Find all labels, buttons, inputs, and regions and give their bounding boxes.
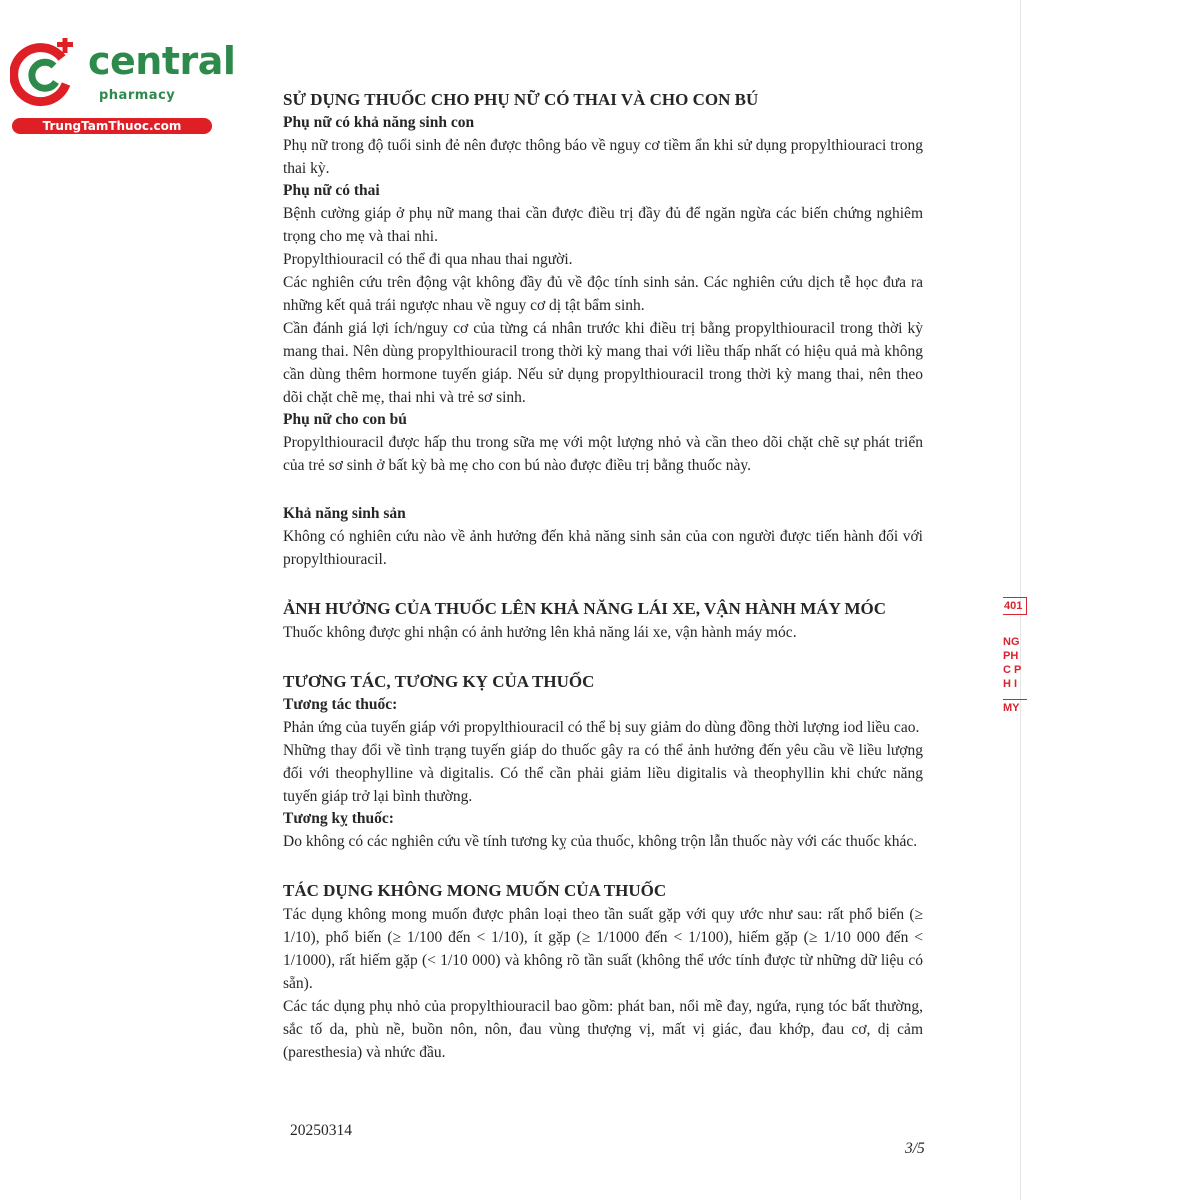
paragraph-pregnant-4: Cần đánh giá lợi ích/nguy cơ của từng cá nhân trước khi điều trị bằng propylthiouracil trong thời kỳ mang thai. Nên dùng propylthiouracil trong thời kỳ mang thai với liều thấp nhất có hiệu quả mà không cần dùng thêm hormone tuyến giáp. Nếu sử dụng propylthiouracil trong thời kỳ mang thai, nên theo dõi chặt chẽ mẹ, thai nhi và trẻ sơ sinh. bbox=[283, 320, 923, 406]
stamp-line: C P bbox=[1003, 664, 1022, 676]
subheading-fertility: Khả năng sinh sản bbox=[283, 505, 406, 522]
logo-mark-icon bbox=[10, 38, 80, 108]
heading-adverse-effects: TÁC DỤNG KHÔNG MONG MUỐN CỦA THUỐC bbox=[283, 881, 667, 900]
heading-pregnancy: SỬ DỤNG THUỐC CHO PHỤ NỮ CÓ THAI VÀ CHO CON BÚ bbox=[283, 90, 759, 109]
paragraph-pregnant-1: Bệnh cường giáp ở phụ nữ mang thai cần được điều trị đầy đủ để ngăn ngừa các biến chứng nghiêm trọng cho mẹ và thai nhi. bbox=[283, 205, 923, 245]
paragraph-fertile-women: Phụ nữ trong độ tuổi sinh đẻ nên được thông báo về nguy cơ tiềm ẩn khi sử dụng propylthiouraci trong thai kỳ. bbox=[283, 137, 923, 177]
heading-driving: ẢNH HƯỞNG CỦA THUỐC LÊN KHẢ NĂNG LÁI XE, VẬN HÀNH MÁY MÓC bbox=[283, 599, 887, 618]
paragraph-interactions-2: Những thay đổi về tình trạng tuyến giáp do thuốc gây ra có thể ảnh hưởng đến yêu cầu về liều lượng đối với theophylline và digitalis. Có thể cần phải giảm liều digitalis và theophyllin khi chức năng tuyến giáp trở lại bình thường. bbox=[283, 742, 923, 805]
page-number: 3/5 bbox=[905, 1140, 925, 1157]
stamp-line: PH bbox=[1003, 650, 1019, 662]
stamp-line: H I bbox=[1003, 678, 1018, 690]
logo-subtitle: pharmacy bbox=[99, 88, 176, 103]
subheading-fertile-women: Phụ nữ có khả năng sinh con bbox=[283, 114, 475, 131]
paragraph-adverse-1: Tác dụng không mong muốn được phân loại theo tần suất gặp với quy ước như sau: rất phổ biến (≥ 1/10), phổ biến (≥ 1/100 đến < 1/10), ít gặp (≥ 1/1000 đến < 1/100), hiếm gặp (≥ 1/10 000 đến < 1/1000), rất hiếm gặp (< 1/10 000) và không rõ tần suất (không thể ước tính được từ những dữ liệu có sẵn). bbox=[283, 906, 923, 992]
subheading-drug-interactions: Tương tác thuốc: bbox=[283, 696, 398, 713]
paragraph-fertility: Không có nghiên cứu nào về ảnh hưởng đến khả năng sinh sản của con người được tiến hành đối với propylthiouracil. bbox=[283, 528, 923, 568]
paragraph-breastfeeding: Propylthiouracil được hấp thu trong sữa mẹ với một lượng nhỏ và cần theo dõi chặt chẽ sự phát triển của trẻ sơ sinh ở bất kỳ bà mẹ cho con bú nào được điều trị bằng thuốc này. bbox=[283, 434, 923, 474]
subheading-pregnant-women: Phụ nữ có thai bbox=[283, 182, 380, 199]
central-pharmacy-logo[interactable] bbox=[10, 38, 236, 138]
document-code: 20250314 bbox=[290, 1122, 352, 1139]
paragraph-interactions-1: Phản ứng của tuyến giáp với propylthiouracil có thể bị suy giảm do dùng đồng thời lượng iod liều cao. bbox=[283, 719, 920, 736]
subheading-breastfeeding: Phụ nữ cho con bú bbox=[283, 411, 407, 428]
stamp-line: MY bbox=[1003, 699, 1027, 715]
document-body bbox=[283, 88, 923, 1064]
paragraph-pregnant-2: Propylthiouracil có thể đi qua nhau thai người. bbox=[283, 251, 573, 268]
subheading-incompatibilities: Tương kỵ thuốc: bbox=[283, 810, 394, 827]
paragraph-adverse-2: Các tác dụng phụ nhỏ của propylthiouracil bao gồm: phát ban, nổi mề đay, ngứa, rụng tóc bất thường, sắc tố da, phù nề, buồn nôn, nôn, đau vùng thượng vị, mất vị giác, đau khớp, đau cơ, dị cảm (paresthesia) và nhức đầu. bbox=[283, 998, 923, 1061]
logo-brand-name: central bbox=[88, 39, 236, 83]
stamp-line: NG bbox=[1003, 636, 1020, 648]
logo-url-badge: TrungTamThuoc.com bbox=[12, 118, 212, 134]
paragraph-driving: Thuốc không được ghi nhận có ảnh hưởng lên khả năng lái xe, vận hành máy móc. bbox=[283, 624, 797, 641]
paragraph-incompatibilities: Do không có các nghiên cứu về tính tương kỵ của thuốc, không trộn lẫn thuốc này với các thuốc khác. bbox=[283, 833, 918, 850]
stamp-fragment bbox=[1003, 565, 1027, 715]
stamp-line: 401 bbox=[1003, 597, 1027, 615]
heading-interactions: TƯƠNG TÁC, TƯƠNG KỴ CỦA THUỐC bbox=[283, 672, 595, 691]
paragraph-pregnant-3: Các nghiên cứu trên động vật không đầy đủ về độc tính sinh sản. Các nghiên cứu dịch tễ học đưa ra những kết quả trái ngược nhau về nguy cơ dị tật bẩm sinh. bbox=[283, 274, 923, 314]
